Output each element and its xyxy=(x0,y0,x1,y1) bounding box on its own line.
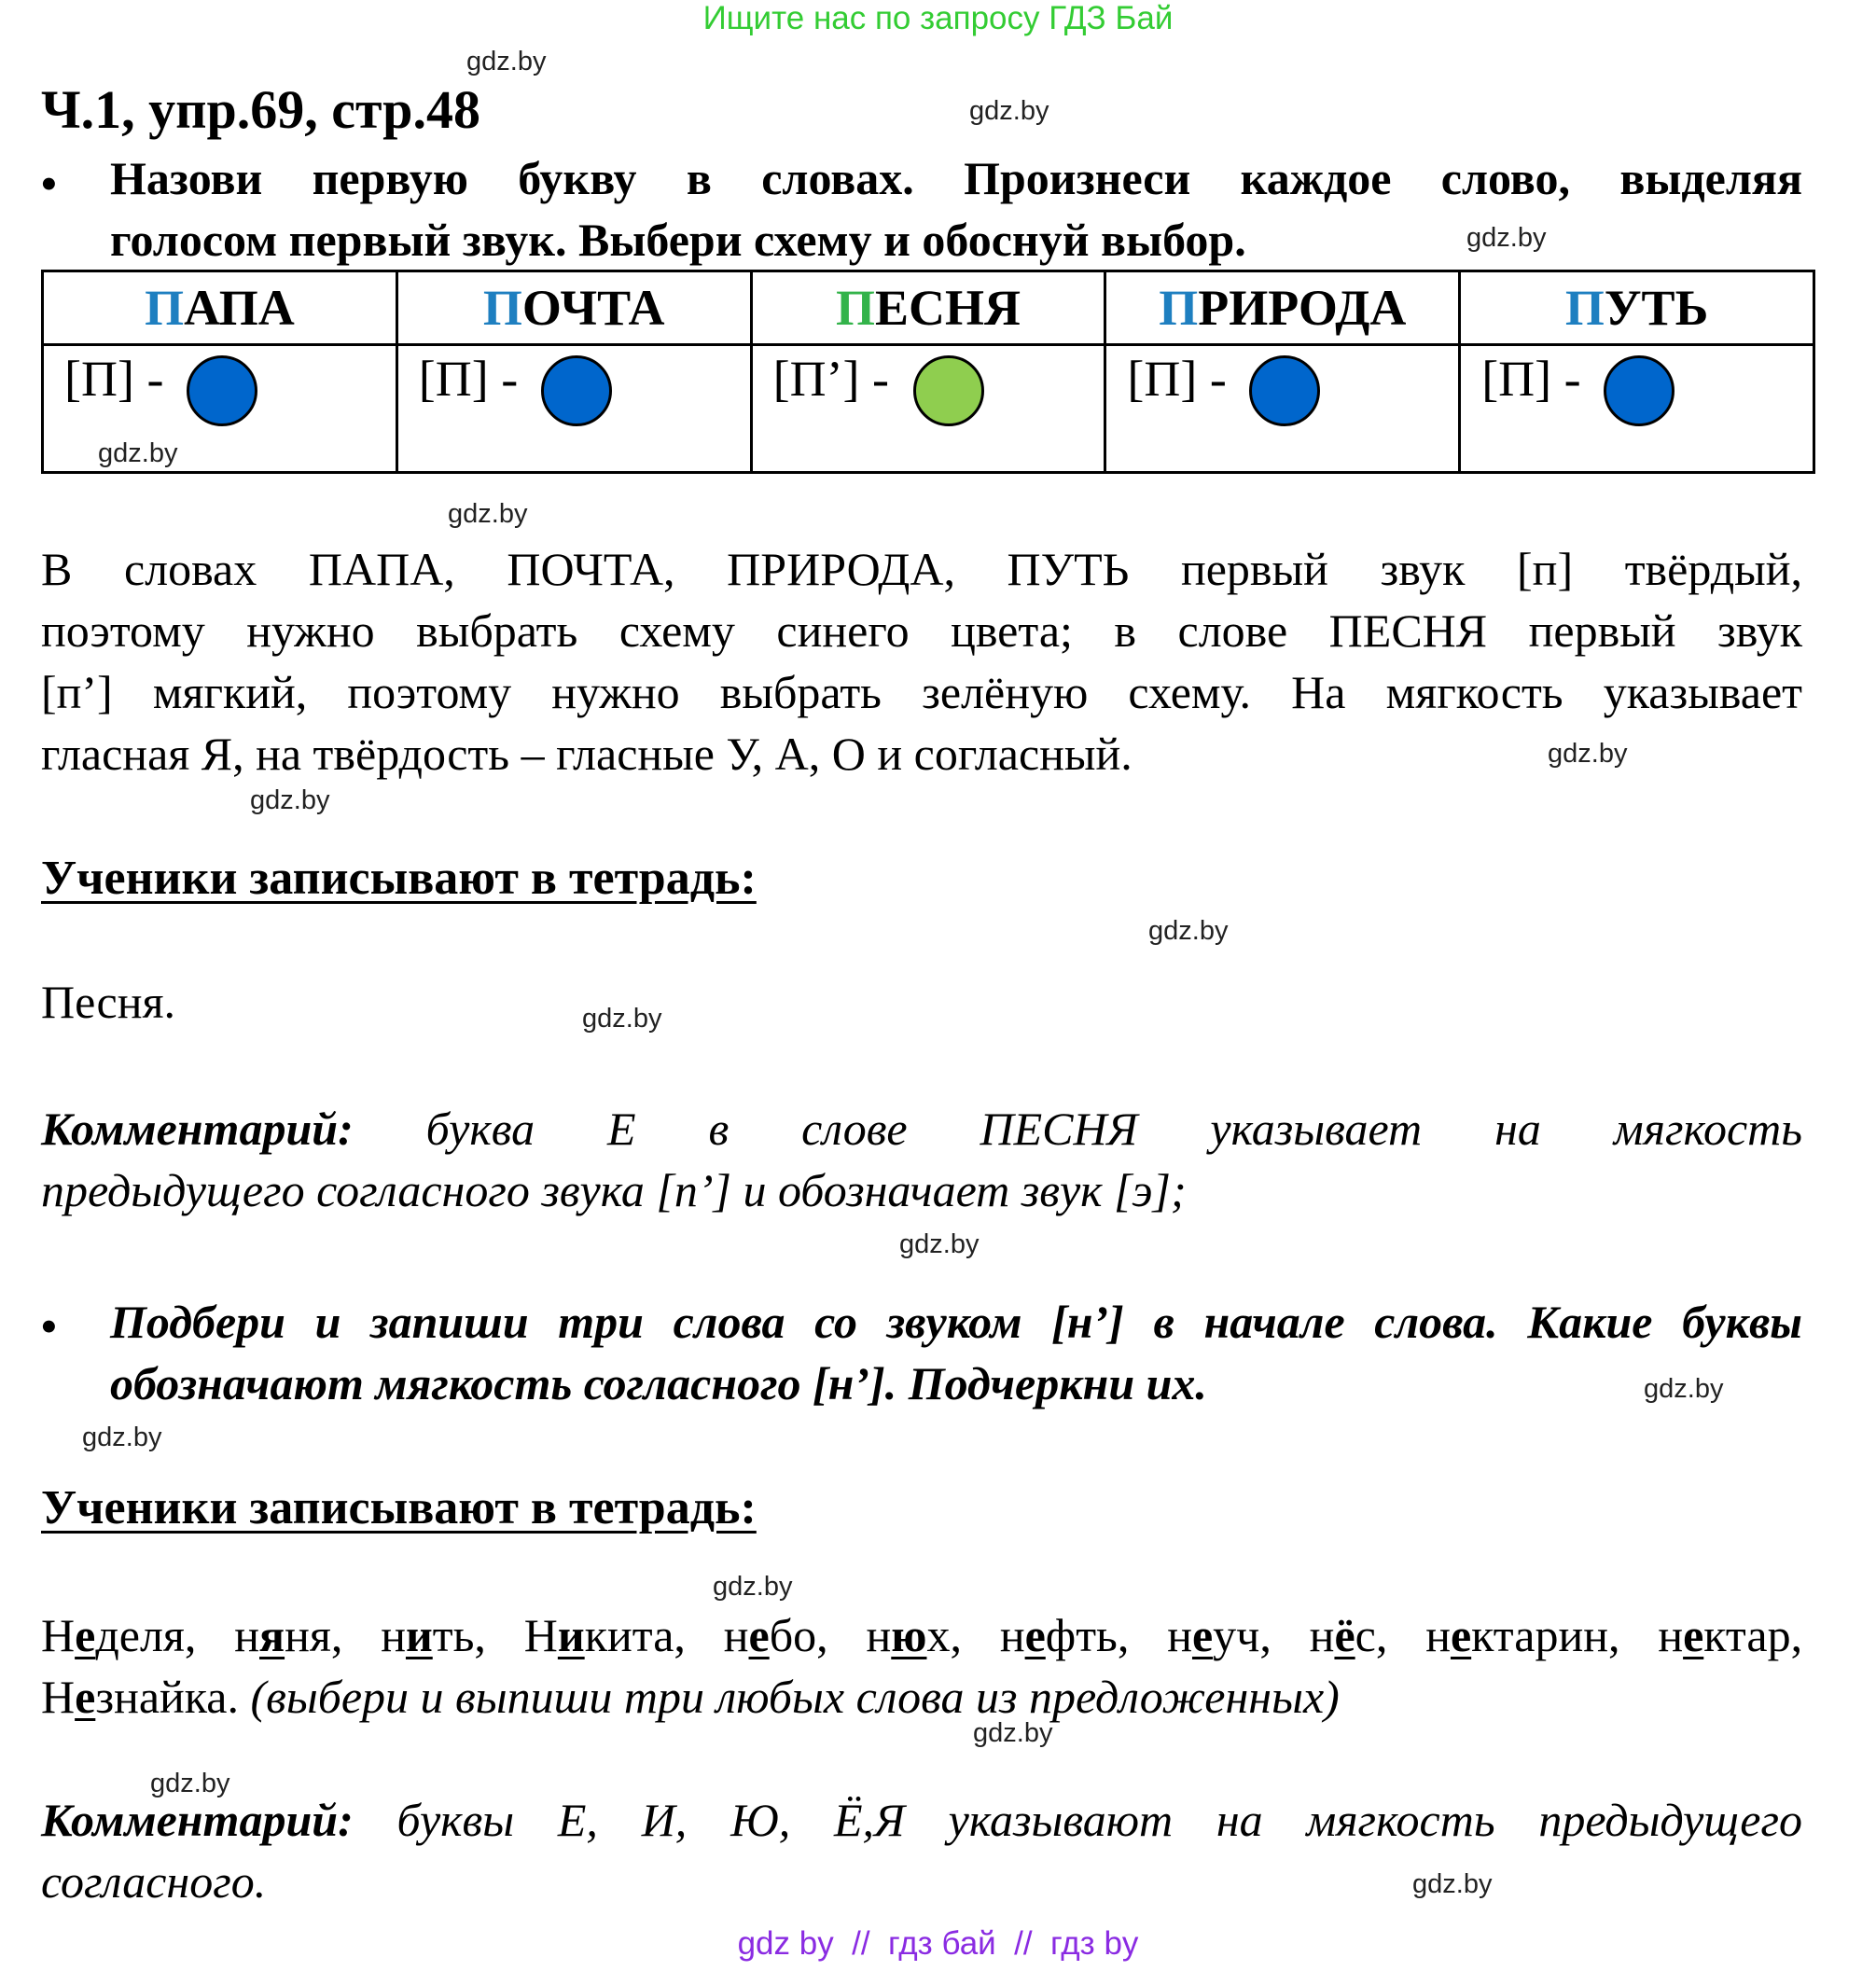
answer2-word: нёс, xyxy=(1309,1609,1388,1661)
word-cell xyxy=(43,271,397,345)
word-first-letter: П xyxy=(835,280,875,336)
word-rest: УТЬ xyxy=(1604,280,1709,336)
task2-text xyxy=(110,1291,1802,1414)
watermark: gdz.by xyxy=(1148,916,1229,946)
answer2-word: нектар, xyxy=(1658,1609,1803,1661)
explanation-line1: В словах ПАПА, ПОЧТА, ПРИРОДА, ПУТЬ первый звук [п] твёрдый, xyxy=(41,543,1802,595)
watermark: gdz.by xyxy=(1412,1869,1493,1899)
watermark: gdz.by xyxy=(1466,223,1547,253)
scheme-header-row xyxy=(43,271,1814,345)
comment2-text: буквы Е, И, Ю, Ё,Я указывают на мягкость предыдущего xyxy=(353,1794,1802,1846)
answer2-word: нектарин, xyxy=(1425,1609,1620,1661)
watermark: gdz.by xyxy=(466,47,547,76)
bullet-task1: • xyxy=(41,160,57,209)
scheme-circle xyxy=(1249,355,1320,426)
scheme-sound-row xyxy=(43,345,1814,473)
watermark: gdz.by xyxy=(1548,739,1628,769)
sound-cell xyxy=(1460,345,1814,473)
comment-2 xyxy=(41,1789,1802,1912)
sound-cell xyxy=(396,345,751,473)
top-banner: Ищите нас по запросу ГДЗ Бай xyxy=(702,0,1174,36)
section-title-2: Ученики записывают в тетрадь: xyxy=(41,1481,757,1534)
answer2-word: нюх, xyxy=(866,1609,962,1661)
watermark: gdz.by xyxy=(899,1229,980,1259)
explanation-text xyxy=(41,538,1802,784)
task2-line1: Подбери и запиши три слова со звуком [н’] в начале слова. Какие буквы xyxy=(110,1296,1802,1348)
sound-label: [П’] - xyxy=(772,351,890,407)
scheme-table xyxy=(41,270,1815,474)
answer-2 xyxy=(41,1604,1802,1728)
answer2-word: Незнайка. xyxy=(41,1671,239,1723)
watermark: gdz.by xyxy=(150,1769,230,1798)
comment1-text: буква Е в слове ПЕСНЯ указывает на мягкость xyxy=(353,1103,1802,1155)
watermark: gdz.by xyxy=(969,96,1049,126)
comment2-line1 xyxy=(41,1789,1802,1851)
answer2-word: нефть, xyxy=(999,1609,1130,1661)
comment1-label: Комментарий: xyxy=(41,1103,354,1155)
answer2-word: Неделя, xyxy=(41,1609,197,1661)
explanation-line3: [п’] мягкий, поэтому нужно выбрать зелёную схему. На мягкость указывает xyxy=(41,666,1802,718)
sound-label: [П] - xyxy=(64,351,164,407)
answer2-word: нить, xyxy=(381,1609,486,1661)
section-title-1: Ученики записывают в тетрадь: xyxy=(41,852,757,905)
word-cell xyxy=(396,271,751,345)
sound-label: [П] - xyxy=(1481,351,1581,407)
comment1-line2: предыдущего согласного звука [п’] и обозначает звук [э]; xyxy=(41,1164,1187,1216)
scheme-circle xyxy=(541,355,612,426)
word-rest: ЕСНЯ xyxy=(874,280,1021,336)
task1-text xyxy=(110,147,1802,271)
word-cell xyxy=(1105,271,1460,345)
watermark: gdz.by xyxy=(582,1004,662,1034)
watermark: gdz.by xyxy=(1644,1374,1724,1404)
bottom-banner: gdz by // гдз бай // гдз by xyxy=(737,1925,1139,1962)
watermark: gdz.by xyxy=(82,1423,162,1452)
word-rest: АПА xyxy=(184,280,295,336)
sound-cell xyxy=(43,345,397,473)
word-cell xyxy=(751,271,1105,345)
task1-line2: голосом первый звук. Выбери схему и обоснуй выбор. xyxy=(110,214,1246,266)
task2-line2: обозначают мягкость согласного [н’]. Подчеркни их. xyxy=(110,1357,1207,1409)
scheme-circle xyxy=(1604,355,1675,426)
word-rest: РИРОДА xyxy=(1198,280,1407,336)
comment2-line2: согласного. xyxy=(41,1855,267,1908)
scheme-circle xyxy=(187,355,257,426)
word-first-letter: П xyxy=(1159,280,1199,336)
watermark: gdz.by xyxy=(973,1718,1053,1748)
answer2-line2 xyxy=(41,1666,1802,1728)
answer2-word: неуч, xyxy=(1167,1609,1272,1661)
answer2-word: няня, xyxy=(234,1609,343,1661)
word-first-letter: П xyxy=(145,280,185,336)
sound-cell xyxy=(751,345,1105,473)
watermark: gdz.by xyxy=(250,785,330,815)
comment1-line1 xyxy=(41,1098,1802,1159)
answer2-note: (выбери и выпиши три любых слова из предложенных) xyxy=(250,1671,1340,1723)
word-first-letter: П xyxy=(1564,280,1605,336)
explanation-line2: поэтому нужно выбрать схему синего цвета; в слове ПЕСНЯ первый звук xyxy=(41,604,1802,657)
word-first-letter: П xyxy=(482,280,522,336)
word-cell xyxy=(1460,271,1814,345)
answer2-word: Никита, xyxy=(523,1609,686,1661)
bullet-task2: • xyxy=(41,1302,57,1352)
task1-line1: Назови первую букву в словах. Произнеси каждое слово, выделяя xyxy=(110,152,1802,204)
sound-label: [П] - xyxy=(1127,351,1227,407)
watermark: gdz.by xyxy=(98,438,178,468)
page-heading: Ч.1, упр.69, стр.48 xyxy=(41,79,480,140)
sound-label: [П] - xyxy=(418,351,519,407)
watermark: gdz.by xyxy=(713,1572,793,1602)
answer-1: Песня. xyxy=(41,976,175,1028)
watermark: gdz.by xyxy=(448,499,528,529)
answer2-word: небо, xyxy=(723,1609,828,1661)
explanation-line4: гласная Я, на твёрдость – гласные У, А, О и согласный. xyxy=(41,728,1133,780)
answer2-words-line xyxy=(41,1604,1802,1666)
comment2-label: Комментарий: xyxy=(41,1794,354,1846)
word-rest: ОЧТА xyxy=(521,280,665,336)
sound-cell xyxy=(1105,345,1460,473)
comment-1 xyxy=(41,1098,1802,1221)
scheme-circle xyxy=(913,355,984,426)
